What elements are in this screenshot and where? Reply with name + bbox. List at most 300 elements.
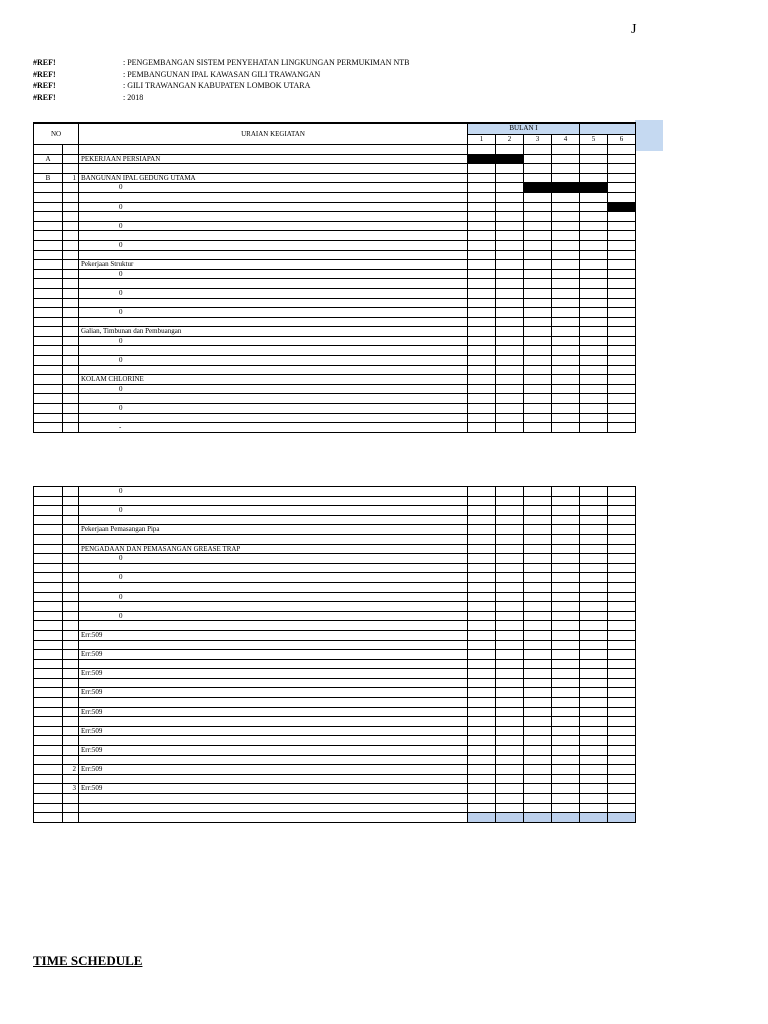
row-item-number xyxy=(63,375,79,385)
row-section-code xyxy=(34,784,63,794)
week-cell-1 xyxy=(468,487,496,497)
week-cell-1 xyxy=(468,164,496,174)
week-cell-2 xyxy=(496,269,524,279)
week-cell-4 xyxy=(552,794,580,804)
week-3: 3 xyxy=(524,134,552,144)
week-cell-1 xyxy=(468,774,496,784)
week-cell-3 xyxy=(524,221,552,231)
row-item-number xyxy=(63,327,79,337)
week-cell-5 xyxy=(580,384,608,394)
week-cell-6 xyxy=(608,298,636,308)
week-cell-1 xyxy=(468,496,496,506)
week-cell-5 xyxy=(580,813,608,823)
week-cell-2 xyxy=(496,755,524,765)
week-cell-5 xyxy=(580,279,608,289)
table-row xyxy=(34,356,636,366)
row-item-number xyxy=(63,640,79,650)
week-cell-6 xyxy=(608,755,636,765)
week-cell-5 xyxy=(580,192,608,202)
row-description: 0 xyxy=(79,221,468,231)
week-cell-3 xyxy=(524,384,552,394)
header-bulan-1: BULAN I xyxy=(468,123,580,134)
week-cell-3 xyxy=(524,413,552,423)
row-section-code xyxy=(34,563,63,573)
week-cell-6 xyxy=(608,288,636,298)
row-description: Pekerjaan Struktur xyxy=(79,260,468,270)
week-cell-1 xyxy=(468,698,496,708)
week-cell-1 xyxy=(468,394,496,404)
week-cell-3 xyxy=(524,279,552,289)
week-cell-3 xyxy=(524,640,552,650)
week-cell-5 xyxy=(580,404,608,414)
week-cell-4 xyxy=(552,717,580,727)
row-item-number xyxy=(63,279,79,289)
week-cell-1 xyxy=(468,803,496,813)
row-description: 0 xyxy=(79,308,468,318)
week-cell-2 xyxy=(496,240,524,250)
row-description: 0 xyxy=(79,573,468,583)
week-cell-5 xyxy=(580,630,608,640)
row-description: 0 xyxy=(79,288,468,298)
week-cell-2 xyxy=(496,375,524,385)
week-cell-3 xyxy=(524,515,552,525)
week-cell-5 xyxy=(580,202,608,212)
table-row xyxy=(34,755,636,765)
week-cell-6 xyxy=(608,423,636,433)
row-item-number xyxy=(63,298,79,308)
week-cell-2 xyxy=(496,487,524,497)
week-cell-1 xyxy=(468,678,496,688)
week-2: 2 xyxy=(496,134,524,144)
row-description: 0 xyxy=(79,183,468,193)
week-cell-1 xyxy=(468,659,496,669)
week-cell-2 xyxy=(496,554,524,564)
row-item-number: 1 xyxy=(63,173,79,183)
week-cell-3 xyxy=(524,202,552,212)
week-cell-4 xyxy=(552,145,580,155)
week-cell-6 xyxy=(608,813,636,823)
week-cell-4 xyxy=(552,669,580,679)
week-cell-6 xyxy=(608,346,636,356)
week-cell-2 xyxy=(496,192,524,202)
week-cell-6 xyxy=(608,327,636,337)
week-cell-5 xyxy=(580,640,608,650)
row-section-code xyxy=(34,260,63,270)
week-cell-2 xyxy=(496,621,524,631)
week-cell-4 xyxy=(552,534,580,544)
row-description: Err:509 xyxy=(79,765,468,775)
week-cell-6 xyxy=(608,544,636,554)
row-item-number xyxy=(63,317,79,327)
week-cell-2 xyxy=(496,356,524,366)
week-cell-6 xyxy=(608,746,636,756)
week-cell-4 xyxy=(552,260,580,270)
row-section-code xyxy=(34,774,63,784)
week-cell-1 xyxy=(468,298,496,308)
row-item-number: 3 xyxy=(63,784,79,794)
week-cell-2 xyxy=(496,630,524,640)
row-section-code xyxy=(34,669,63,679)
week-cell-3 xyxy=(524,487,552,497)
week-cell-1 xyxy=(468,308,496,318)
week-cell-1 xyxy=(468,506,496,516)
week-cell-5 xyxy=(580,308,608,318)
week-cell-4 xyxy=(552,173,580,183)
table-row xyxy=(34,423,636,433)
week-cell-1 xyxy=(468,346,496,356)
week-cell-2 xyxy=(496,279,524,289)
week-cell-5 xyxy=(580,563,608,573)
row-description xyxy=(79,279,468,289)
week-cell-5 xyxy=(580,260,608,270)
week-cell-5 xyxy=(580,650,608,660)
week-cell-4 xyxy=(552,573,580,583)
week-cell-4 xyxy=(552,621,580,631)
week-cell-3 xyxy=(524,145,552,155)
week-cell-5 xyxy=(580,746,608,756)
week-cell-5 xyxy=(580,173,608,183)
week-cell-5 xyxy=(580,544,608,554)
header-key: #REF! xyxy=(33,81,56,90)
row-section-code xyxy=(34,573,63,583)
week-cell-6 xyxy=(608,183,636,193)
week-cell-6 xyxy=(608,794,636,804)
week-cell-5 xyxy=(580,298,608,308)
week-cell-6 xyxy=(608,336,636,346)
row-item-number xyxy=(63,288,79,298)
week-cell-2 xyxy=(496,544,524,554)
week-cell-5 xyxy=(580,288,608,298)
week-cell-4 xyxy=(552,394,580,404)
week-cell-6 xyxy=(608,659,636,669)
week-cell-6 xyxy=(608,279,636,289)
week-cell-5 xyxy=(580,269,608,279)
row-description xyxy=(79,659,468,669)
week-cell-5 xyxy=(580,154,608,164)
week-cell-5 xyxy=(580,327,608,337)
week-cell-5 xyxy=(580,413,608,423)
row-item-number xyxy=(63,659,79,669)
row-description xyxy=(79,678,468,688)
row-section-code xyxy=(34,611,63,621)
row-description xyxy=(79,563,468,573)
row-description: Pekerjaan Pemasangan Pipa xyxy=(79,525,468,535)
table-row xyxy=(34,288,636,298)
week-cell-3 xyxy=(524,602,552,612)
week-cell-5 xyxy=(580,515,608,525)
week-cell-2 xyxy=(496,231,524,241)
week-cell-3 xyxy=(524,611,552,621)
row-item-number xyxy=(63,621,79,631)
header-bulan-2-cell xyxy=(580,123,636,134)
week-cell-4 xyxy=(552,212,580,222)
week-cell-2 xyxy=(496,154,524,164)
row-item-number xyxy=(63,202,79,212)
row-item-number xyxy=(63,774,79,784)
row-item-number xyxy=(63,423,79,433)
table-row xyxy=(34,221,636,231)
week-cell-4 xyxy=(552,640,580,650)
week-cell-3 xyxy=(524,726,552,736)
week-cell-4 xyxy=(552,755,580,765)
row-item-number xyxy=(63,231,79,241)
week-cell-2 xyxy=(496,260,524,270)
row-item-number xyxy=(63,404,79,414)
row-description: BANGUNAN IPAL GEDUNG UTAMA xyxy=(79,173,468,183)
table-row xyxy=(34,525,636,535)
week-cell-5 xyxy=(580,582,608,592)
week-cell-2 xyxy=(496,202,524,212)
row-section-code xyxy=(34,317,63,327)
row-section-code xyxy=(34,279,63,289)
week-cell-2 xyxy=(496,365,524,375)
week-cell-4 xyxy=(552,554,580,564)
week-cell-6 xyxy=(608,774,636,784)
week-cell-6 xyxy=(608,404,636,414)
week-cell-3 xyxy=(524,650,552,660)
header-row xyxy=(33,69,409,81)
week-cell-4 xyxy=(552,659,580,669)
week-cell-6 xyxy=(608,250,636,260)
week-cell-4 xyxy=(552,726,580,736)
row-item-number xyxy=(63,221,79,231)
week-cell-2 xyxy=(496,698,524,708)
week-cell-1 xyxy=(468,154,496,164)
header-key: #REF! xyxy=(33,69,56,79)
week-cell-4 xyxy=(552,506,580,516)
week-cell-5 xyxy=(580,145,608,155)
week-cell-6 xyxy=(608,640,636,650)
week-cell-4 xyxy=(552,375,580,385)
row-item-number xyxy=(63,746,79,756)
row-description: Err:509 xyxy=(79,784,468,794)
table-row xyxy=(34,640,636,650)
week-cell-5 xyxy=(580,717,608,727)
week-cell-2 xyxy=(496,173,524,183)
week-cell-4 xyxy=(552,803,580,813)
week-cell-2 xyxy=(496,317,524,327)
week-cell-2 xyxy=(496,774,524,784)
table-row xyxy=(34,202,636,212)
week-cell-4 xyxy=(552,192,580,202)
week-cell-2 xyxy=(496,183,524,193)
row-description: Err:509 xyxy=(79,650,468,660)
week-cell-6 xyxy=(608,384,636,394)
table-row xyxy=(34,669,636,679)
row-item-number xyxy=(63,717,79,727)
week-cell-3 xyxy=(524,496,552,506)
week-cell-2 xyxy=(496,404,524,414)
week-cell-1 xyxy=(468,269,496,279)
row-item-number xyxy=(63,496,79,506)
week-cell-5 xyxy=(580,534,608,544)
week-cell-1 xyxy=(468,145,496,155)
week-cell-6 xyxy=(608,221,636,231)
week-cell-2 xyxy=(496,327,524,337)
row-section-code xyxy=(34,288,63,298)
row-section-code: A xyxy=(34,154,63,164)
row-description: Err:509 xyxy=(79,688,468,698)
week-cell-6 xyxy=(608,202,636,212)
week-4: 4 xyxy=(552,134,580,144)
week-cell-4 xyxy=(552,813,580,823)
week-cell-4 xyxy=(552,336,580,346)
week-cell-1 xyxy=(468,202,496,212)
row-section-code: B xyxy=(34,173,63,183)
week-cell-6 xyxy=(608,413,636,423)
week-cell-3 xyxy=(524,404,552,414)
week-cell-1 xyxy=(468,544,496,554)
table-row xyxy=(34,336,636,346)
week-cell-2 xyxy=(496,506,524,516)
table-row xyxy=(34,240,636,250)
week-cell-4 xyxy=(552,592,580,602)
row-description: 0 xyxy=(79,356,468,366)
row-item-number xyxy=(63,346,79,356)
row-item-number xyxy=(63,755,79,765)
week-cell-1 xyxy=(468,384,496,394)
week-cell-3 xyxy=(524,554,552,564)
row-item-number xyxy=(63,154,79,164)
week-cell-1 xyxy=(468,784,496,794)
week-cell-5 xyxy=(580,346,608,356)
row-description: 0 xyxy=(79,592,468,602)
week-cell-4 xyxy=(552,413,580,423)
row-description: PENGADAAN DAN PEMASANGAN GREASE TRAP xyxy=(79,544,468,554)
table-row xyxy=(34,746,636,756)
week-cell-6 xyxy=(608,621,636,631)
row-item-number xyxy=(63,563,79,573)
week-cell-6 xyxy=(608,582,636,592)
week-cell-6 xyxy=(608,192,636,202)
header-value: : 2018 xyxy=(123,92,144,102)
week-cell-6 xyxy=(608,563,636,573)
row-description xyxy=(79,794,468,804)
week-cell-3 xyxy=(524,173,552,183)
week-cell-2 xyxy=(496,212,524,222)
week-cell-2 xyxy=(496,688,524,698)
week-cell-3 xyxy=(524,212,552,222)
row-item-number xyxy=(63,534,79,544)
week-cell-3 xyxy=(524,192,552,202)
week-cell-6 xyxy=(608,573,636,583)
week-cell-3 xyxy=(524,707,552,717)
week-cell-6 xyxy=(608,602,636,612)
week-cell-2 xyxy=(496,582,524,592)
week-cell-1 xyxy=(468,640,496,650)
week-cell-4 xyxy=(552,515,580,525)
week-cell-3 xyxy=(524,573,552,583)
week-cell-3 xyxy=(524,688,552,698)
project-header xyxy=(33,57,409,103)
week-cell-1 xyxy=(468,813,496,823)
week-cell-6 xyxy=(608,487,636,497)
week-cell-6 xyxy=(608,375,636,385)
table-row xyxy=(34,563,636,573)
table-row xyxy=(34,678,636,688)
week-cell-1 xyxy=(468,726,496,736)
week-cell-4 xyxy=(552,765,580,775)
week-cell-5 xyxy=(580,365,608,375)
week-cell-3 xyxy=(524,755,552,765)
week-cell-4 xyxy=(552,269,580,279)
week-cell-6 xyxy=(608,164,636,174)
row-description xyxy=(79,515,468,525)
week-cell-1 xyxy=(468,650,496,660)
schedule-table-top xyxy=(33,122,636,433)
row-section-code xyxy=(34,336,63,346)
table-row xyxy=(34,534,636,544)
week-cell-1 xyxy=(468,288,496,298)
week-cell-1 xyxy=(468,717,496,727)
row-item-number xyxy=(63,688,79,698)
table-row xyxy=(34,630,636,640)
row-section-code xyxy=(34,346,63,356)
row-description: 0 xyxy=(79,384,468,394)
week-cell-5 xyxy=(580,336,608,346)
week-cell-6 xyxy=(608,726,636,736)
week-cell-3 xyxy=(524,765,552,775)
week-cell-4 xyxy=(552,327,580,337)
week-cell-3 xyxy=(524,592,552,602)
week-cell-1 xyxy=(468,260,496,270)
row-section-code xyxy=(34,650,63,660)
week-cell-2 xyxy=(496,423,524,433)
week-cell-3 xyxy=(524,298,552,308)
row-section-code xyxy=(34,487,63,497)
week-cell-4 xyxy=(552,698,580,708)
row-section-code xyxy=(34,394,63,404)
table-row xyxy=(34,515,636,525)
week-cell-6 xyxy=(608,154,636,164)
row-description: 0 xyxy=(79,506,468,516)
table-row xyxy=(34,582,636,592)
row-item-number xyxy=(63,145,79,155)
row-item-number xyxy=(63,365,79,375)
week-cell-6 xyxy=(608,534,636,544)
week-cell-4 xyxy=(552,250,580,260)
row-description: Err:509 xyxy=(79,630,468,640)
week-cell-5 xyxy=(580,592,608,602)
row-item-number xyxy=(63,573,79,583)
row-description xyxy=(79,164,468,174)
row-description: 0 xyxy=(79,202,468,212)
week-cell-6 xyxy=(608,611,636,621)
week-cell-1 xyxy=(468,375,496,385)
week-cell-1 xyxy=(468,573,496,583)
row-item-number xyxy=(63,384,79,394)
table-row xyxy=(34,384,636,394)
table-row xyxy=(34,592,636,602)
week-cell-3 xyxy=(524,746,552,756)
row-section-code xyxy=(34,423,63,433)
row-section-code xyxy=(34,145,63,155)
week-cell-5 xyxy=(580,212,608,222)
row-description xyxy=(79,736,468,746)
row-description xyxy=(79,698,468,708)
row-section-code xyxy=(34,659,63,669)
row-section-code xyxy=(34,534,63,544)
row-description xyxy=(79,774,468,784)
row-description xyxy=(79,717,468,727)
week-cell-1 xyxy=(468,192,496,202)
week-cell-3 xyxy=(524,356,552,366)
row-section-code xyxy=(34,327,63,337)
row-section-code xyxy=(34,717,63,727)
week-cell-4 xyxy=(552,221,580,231)
table-row xyxy=(34,487,636,497)
time-schedule-title: TIME SCHEDULE xyxy=(33,953,143,968)
